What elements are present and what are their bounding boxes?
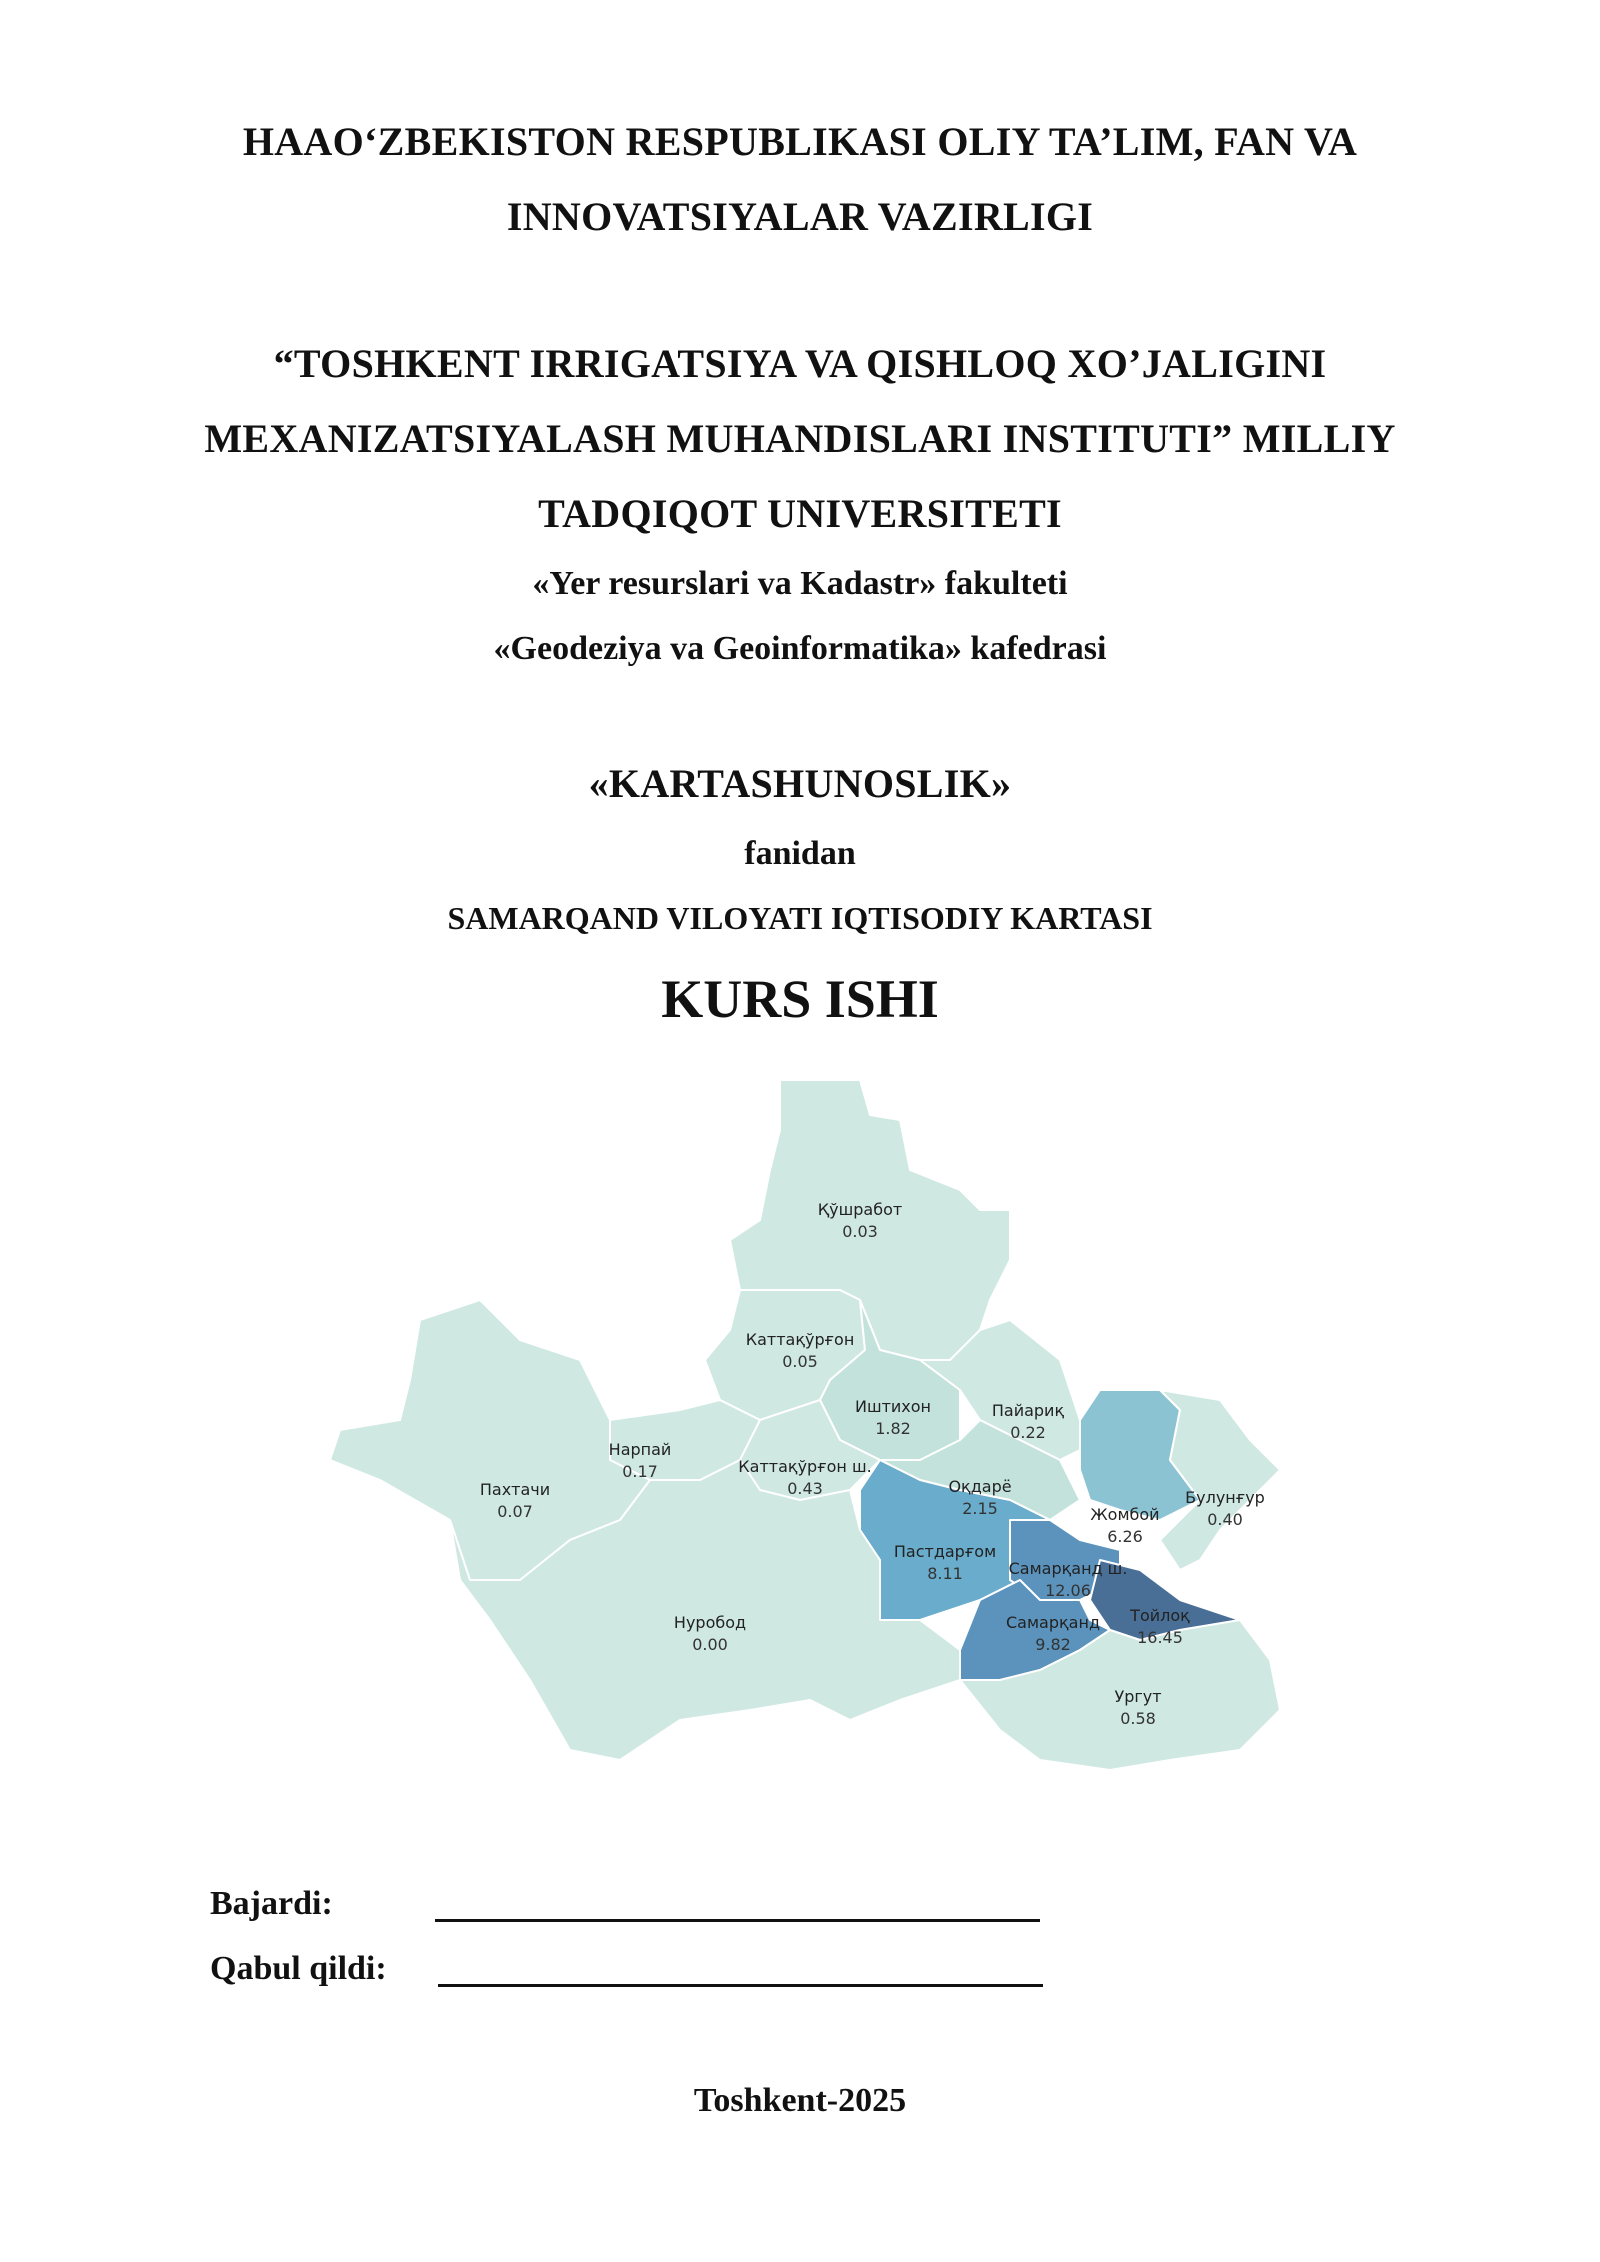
faculty-name: «Yer resurslari va Kadastr» fakulteti (532, 565, 1068, 602)
performed-by-label: Bajardi: (210, 1885, 333, 1922)
samarkand-region-map (320, 1060, 1310, 1800)
label-value-nurobod: 0.00 (692, 1635, 728, 1654)
label-name-kattaqorgon: Каттақўрғон (745, 1330, 855, 1349)
label-name-oqdaryo: Оқдарё (948, 1477, 1012, 1496)
label-value-narpay: 0.17 (622, 1462, 658, 1481)
accepted-by-row (210, 1950, 387, 1988)
label-value-pastdargom: 8.11 (927, 1564, 963, 1583)
label-value-toyloq: 16.45 (1137, 1628, 1183, 1647)
university-title-line1: “TOSHKENT IRRIGATSIYA VA QISHLOQ XO’JALIGINI (273, 341, 1327, 386)
choropleth-map-svg (320, 1060, 1310, 1800)
subject-title: «KARTASHUNOSLIK» (588, 761, 1012, 806)
label-name-toyloq: Тойлоқ (1130, 1606, 1190, 1625)
label-name-pastdargom: Пастдарғом (893, 1542, 997, 1561)
label-value-jomboy: 6.26 (1107, 1527, 1143, 1546)
label-name-payariq: Пайариқ (991, 1401, 1065, 1420)
label-value-qoshrabot: 0.03 (842, 1222, 878, 1241)
label-value-urgut: 0.58 (1120, 1709, 1156, 1728)
subject-suffix: fanidan (744, 835, 856, 872)
label-value-kattaqorgon: 0.05 (782, 1352, 818, 1371)
course-topic: SAMARQAND VILOYATI IQTISODIY KARTASI (447, 900, 1153, 936)
label-value-kattaqorgon-city: 0.43 (787, 1479, 823, 1498)
label-name-qoshrabot: Қўшработ (817, 1200, 903, 1219)
university-title-line2: MEXANIZATSIYALASH MUHANDISLARI INSTITUTI” MILLIY (204, 416, 1396, 461)
label-name-narpay: Нарпай (608, 1440, 672, 1459)
performed-by-signature-line[interactable] (435, 1919, 1040, 1922)
university-title-line3: TADQIQOT UNIVERSITETI (538, 491, 1062, 536)
label-name-nurobod: Нуробод (673, 1613, 747, 1632)
label-name-ishtixon: Иштихон (854, 1397, 932, 1416)
label-name-paxtachi: Пахтачи (479, 1480, 551, 1499)
work-type-title: KURS ISHI (661, 969, 939, 1029)
place-year: Toshkent-2025 (693, 2082, 907, 2119)
ministry-title-line1: HAAO‘ZBEKISTON RESPUBLIKASI OLIY TA’LIM, FAN VA (242, 119, 1358, 164)
label-value-paxtachi: 0.07 (497, 1502, 533, 1521)
department-name: «Geodeziya va Geoinformatika» kafedrasi (493, 630, 1107, 667)
accepted-by-label: Qabul qildi: (210, 1950, 387, 1987)
ministry-title-line2: INNOVATSIYALAR VAZIRLIGI (506, 194, 1094, 239)
label-value-samarqand-city: 12.06 (1045, 1581, 1091, 1600)
label-value-payariq: 0.22 (1010, 1423, 1046, 1442)
label-name-bulungur: Булунғур (1185, 1488, 1265, 1507)
label-name-kattaqorgon-city: Каттақўрғон ш. (738, 1457, 872, 1476)
label-value-bulungur: 0.40 (1207, 1510, 1243, 1529)
label-name-jomboy: Жомбой (1090, 1505, 1160, 1524)
label-value-samarqand: 9.82 (1035, 1635, 1071, 1654)
label-name-urgut: Ургут (1114, 1687, 1162, 1706)
performed-by-row (210, 1885, 333, 1923)
label-value-oqdaryo: 2.15 (962, 1499, 998, 1518)
label-value-ishtixon: 1.82 (875, 1419, 911, 1438)
accepted-by-signature-line[interactable] (438, 1984, 1043, 1987)
label-name-samarqand: Самарқанд (1006, 1613, 1100, 1632)
label-name-samarqand-city: Самарқанд ш. (1008, 1559, 1128, 1578)
